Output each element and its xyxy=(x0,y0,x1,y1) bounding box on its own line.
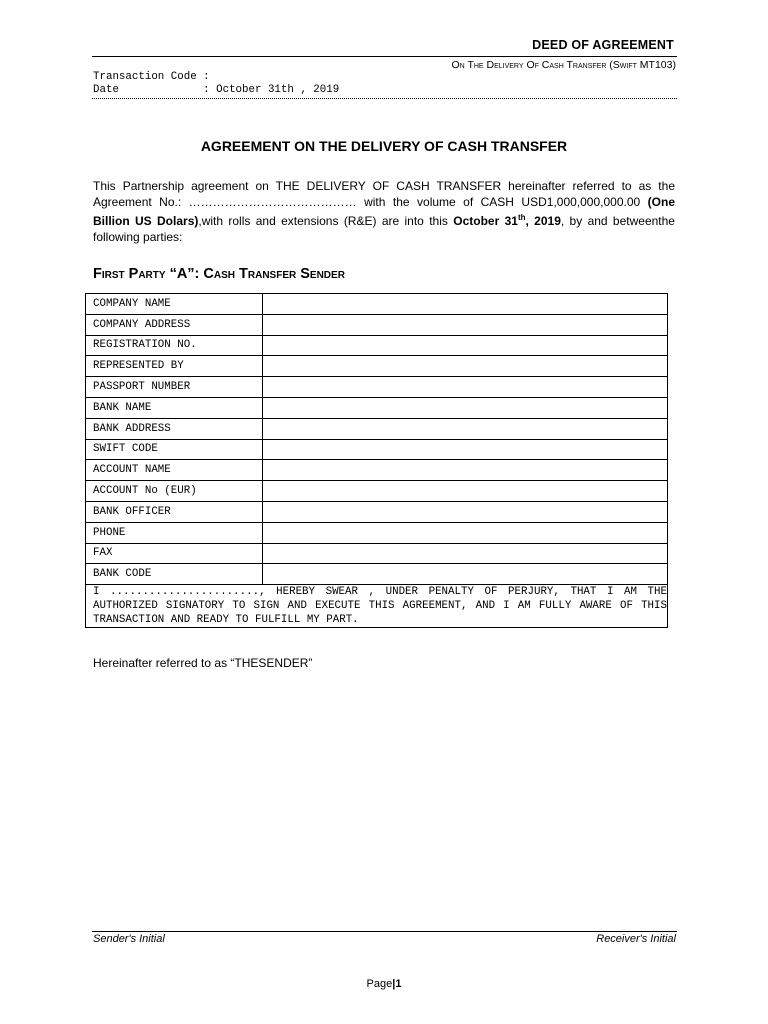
party-field-value[interactable] xyxy=(263,439,668,460)
intro-amount-words: (One Billion US Dolars) xyxy=(93,195,675,228)
party-field-value[interactable] xyxy=(263,418,668,439)
first-party-table-body xyxy=(86,294,668,585)
party-field-value[interactable] xyxy=(263,397,668,418)
party-field-value[interactable] xyxy=(263,335,668,356)
sender-initial-label: Sender's Initial xyxy=(93,933,165,945)
intro-date-post: , 2019 xyxy=(525,214,561,228)
oath-text: I ......................., HEREBY SWEAR , UNDER PENALTY OF PERJURY, THAT I AM THE AUTHORIZED SIGNATORY TO SIGN AND EXECUTE THIS AGREEMENT, AND I AM FULLY AWARE OF THIS TRANSACTION AND READY TO FULFILL MY PART. xyxy=(86,585,668,628)
intro-text-3: ,with rolls and extensions (R&E) are into this xyxy=(198,214,454,228)
party-table-row xyxy=(86,543,668,564)
party-field-label: BANK CODE xyxy=(86,564,263,585)
party-table-row xyxy=(86,397,668,418)
intro-date-sup: th xyxy=(517,213,526,222)
header-title: DEED OF AGREEMENT xyxy=(532,38,674,52)
party-table-row xyxy=(86,564,668,585)
header-rule xyxy=(92,56,677,57)
first-party-heading: First Party “A”: Cash Transfer Sender xyxy=(93,266,345,282)
party-table-row xyxy=(86,439,668,460)
party-field-label: COMPANY NAME xyxy=(86,294,263,315)
intro-date xyxy=(453,214,561,228)
footer-rule xyxy=(92,931,677,932)
party-field-value[interactable] xyxy=(263,564,668,585)
page-number-value: 1 xyxy=(395,978,402,990)
intro-date-pre: October 31 xyxy=(453,214,518,228)
intro-text-1: This Partnership agreement on THE DELIVERY OF CASH TRANSFER hereinafter referred to as the Agreement No.: xyxy=(93,179,675,209)
header-subtitle: On The Delivery Of Cash Transfer (Swift MT103) xyxy=(451,59,676,71)
party-table-row xyxy=(86,377,668,398)
party-table-row xyxy=(86,522,668,543)
party-table-row xyxy=(86,335,668,356)
referred-as-sender: Hereinafter referred to as “THESENDER” xyxy=(93,656,313,670)
party-field-value[interactable] xyxy=(263,522,668,543)
oath-row xyxy=(86,585,668,628)
page-number xyxy=(0,978,768,990)
party-table-row xyxy=(86,460,668,481)
date-line: Date : October 31th , 2019 xyxy=(93,84,340,96)
party-table-row xyxy=(86,481,668,502)
party-field-value[interactable] xyxy=(263,501,668,522)
party-table-row xyxy=(86,356,668,377)
party-field-label: ACCOUNT No (EUR) xyxy=(86,481,263,502)
party-table-row xyxy=(86,314,668,335)
party-field-label: BANK ADDRESS xyxy=(86,418,263,439)
party-field-value[interactable] xyxy=(263,356,668,377)
intro-paragraph xyxy=(93,178,675,245)
party-field-label: BANK NAME xyxy=(86,397,263,418)
party-field-label: PASSPORT NUMBER xyxy=(86,377,263,398)
party-table-row xyxy=(86,418,668,439)
party-field-label: REGISTRATION NO. xyxy=(86,335,263,356)
party-table-row xyxy=(86,294,668,315)
party-field-label: PHONE xyxy=(86,522,263,543)
header-dotted-rule xyxy=(92,98,677,99)
transaction-code-line: Transaction Code : xyxy=(93,71,210,83)
party-field-label: FAX xyxy=(86,543,263,564)
party-field-value[interactable] xyxy=(263,481,668,502)
receiver-initial-label: Receiver's Initial xyxy=(596,933,676,945)
party-field-label: SWIFT CODE xyxy=(86,439,263,460)
party-field-value[interactable] xyxy=(263,543,668,564)
intro-text-2: with the volume of CASH USD1,000,000,000.00 xyxy=(356,195,648,209)
agreement-number-dots: …………………………………… xyxy=(188,195,357,209)
page-separator: | xyxy=(392,978,396,990)
party-field-value[interactable] xyxy=(263,460,668,481)
party-field-label: BANK OFFICER xyxy=(86,501,263,522)
first-party-table xyxy=(85,293,668,628)
party-field-label: COMPANY ADDRESS xyxy=(86,314,263,335)
party-field-value[interactable] xyxy=(263,377,668,398)
party-field-value[interactable] xyxy=(263,314,668,335)
party-table-row xyxy=(86,501,668,522)
party-field-label: REPRESENTED BY xyxy=(86,356,263,377)
intro-text-4: , by and betweenthe following parties: xyxy=(93,214,675,244)
page-label: Page xyxy=(366,978,393,990)
party-field-label: ACCOUNT NAME xyxy=(86,460,263,481)
agreement-title: AGREEMENT ON THE DELIVERY OF CASH TRANSFER xyxy=(200,138,568,154)
party-field-value[interactable] xyxy=(263,294,668,315)
